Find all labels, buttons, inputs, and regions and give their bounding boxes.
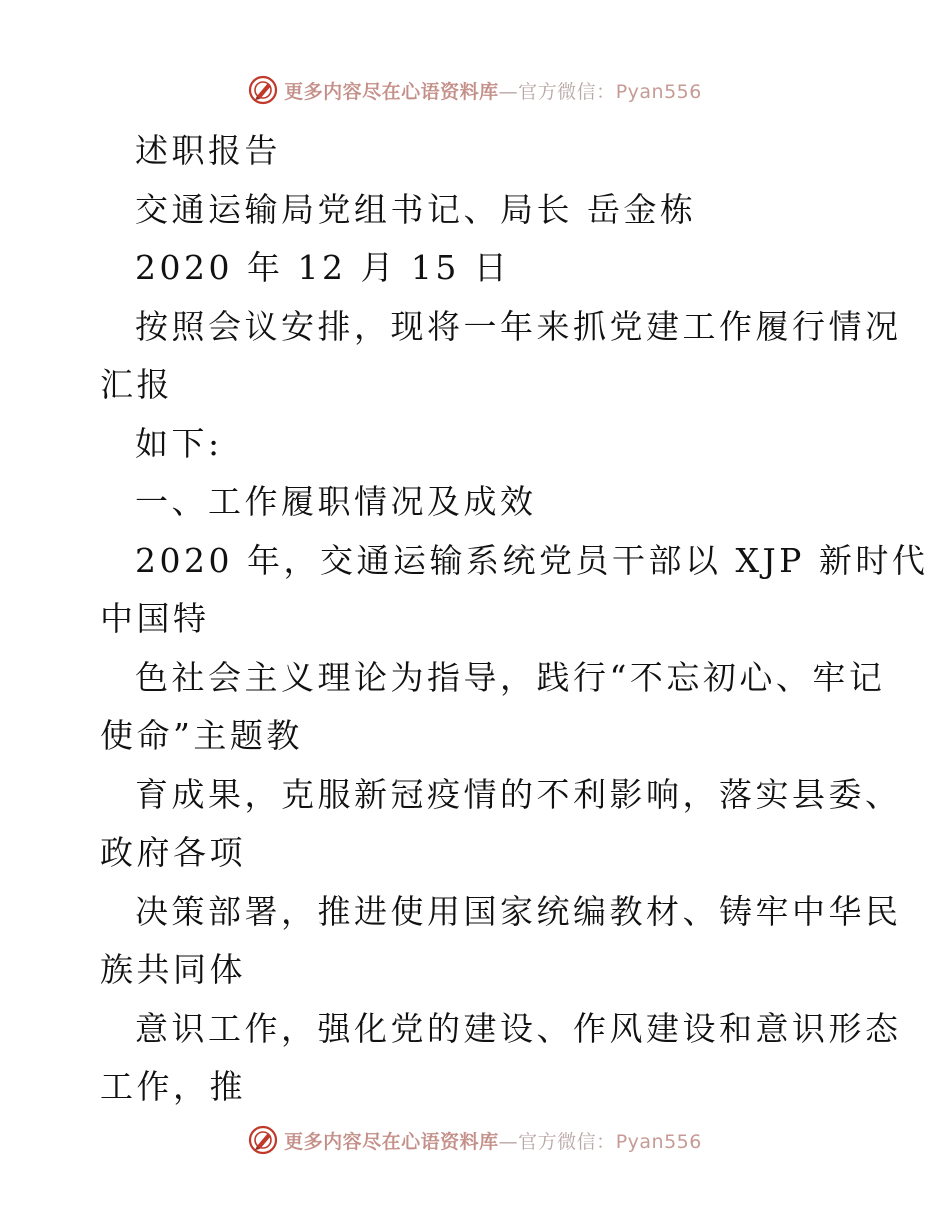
- paragraph-line: 2020 年，交通运输系统党员干部以 XJP 新时代: [135, 540, 929, 580]
- doc-date: 2020 年 12 月 15 日: [135, 248, 511, 287]
- section-heading: 一、工作履职情况及成效: [135, 482, 537, 521]
- watermark-tail: —官方微信：: [498, 1130, 616, 1153]
- paragraph-line: 决策部署，推进使用国家统编教材、铸牢中华民: [135, 891, 902, 931]
- paragraph-line: 按照会议安排，现将一年来抓党建工作履行情况: [135, 306, 902, 346]
- doc-author: 交通运输局党组书记、局长 岳金栋: [135, 189, 697, 229]
- paragraph-line: 族共同体: [100, 950, 246, 989]
- watermark-id: Pyan556: [615, 1130, 702, 1153]
- paragraph-line: 中国特: [100, 599, 210, 638]
- doc-title: 述职报告: [135, 131, 281, 170]
- paragraph-line: 意识工作，强化党的建设、作风建设和意识形态: [135, 1008, 902, 1048]
- paragraph-line: 如下:: [135, 423, 223, 463]
- footer-watermark: [0, 1120, 950, 1160]
- pen-logo-icon: [248, 1125, 278, 1155]
- paragraph-line: 政府各项: [100, 833, 246, 872]
- paragraph-line: 工作，推: [100, 1067, 246, 1106]
- paragraph-line: 育成果，克服新冠疫情的不利影响，落实县委、: [135, 774, 902, 814]
- paragraph-line: 汇报: [100, 365, 173, 404]
- header-watermark: [0, 70, 950, 110]
- watermark-lead: 更多内容尽在心语资料库: [284, 80, 499, 103]
- pen-logo-icon: [248, 75, 278, 105]
- watermark-lead: 更多内容尽在心语资料库: [284, 1130, 499, 1153]
- watermark-tail: —官方微信：: [498, 80, 616, 103]
- watermark-id: Pyan556: [615, 80, 702, 103]
- document-body: [100, 122, 929, 1117]
- watermark-text: [284, 1127, 702, 1154]
- paragraph-line: 使命”主题教: [100, 716, 303, 755]
- watermark-text: [284, 77, 702, 104]
- paragraph-line: 色社会主义理论为指导，践行“不忘初心、牢记: [135, 657, 886, 697]
